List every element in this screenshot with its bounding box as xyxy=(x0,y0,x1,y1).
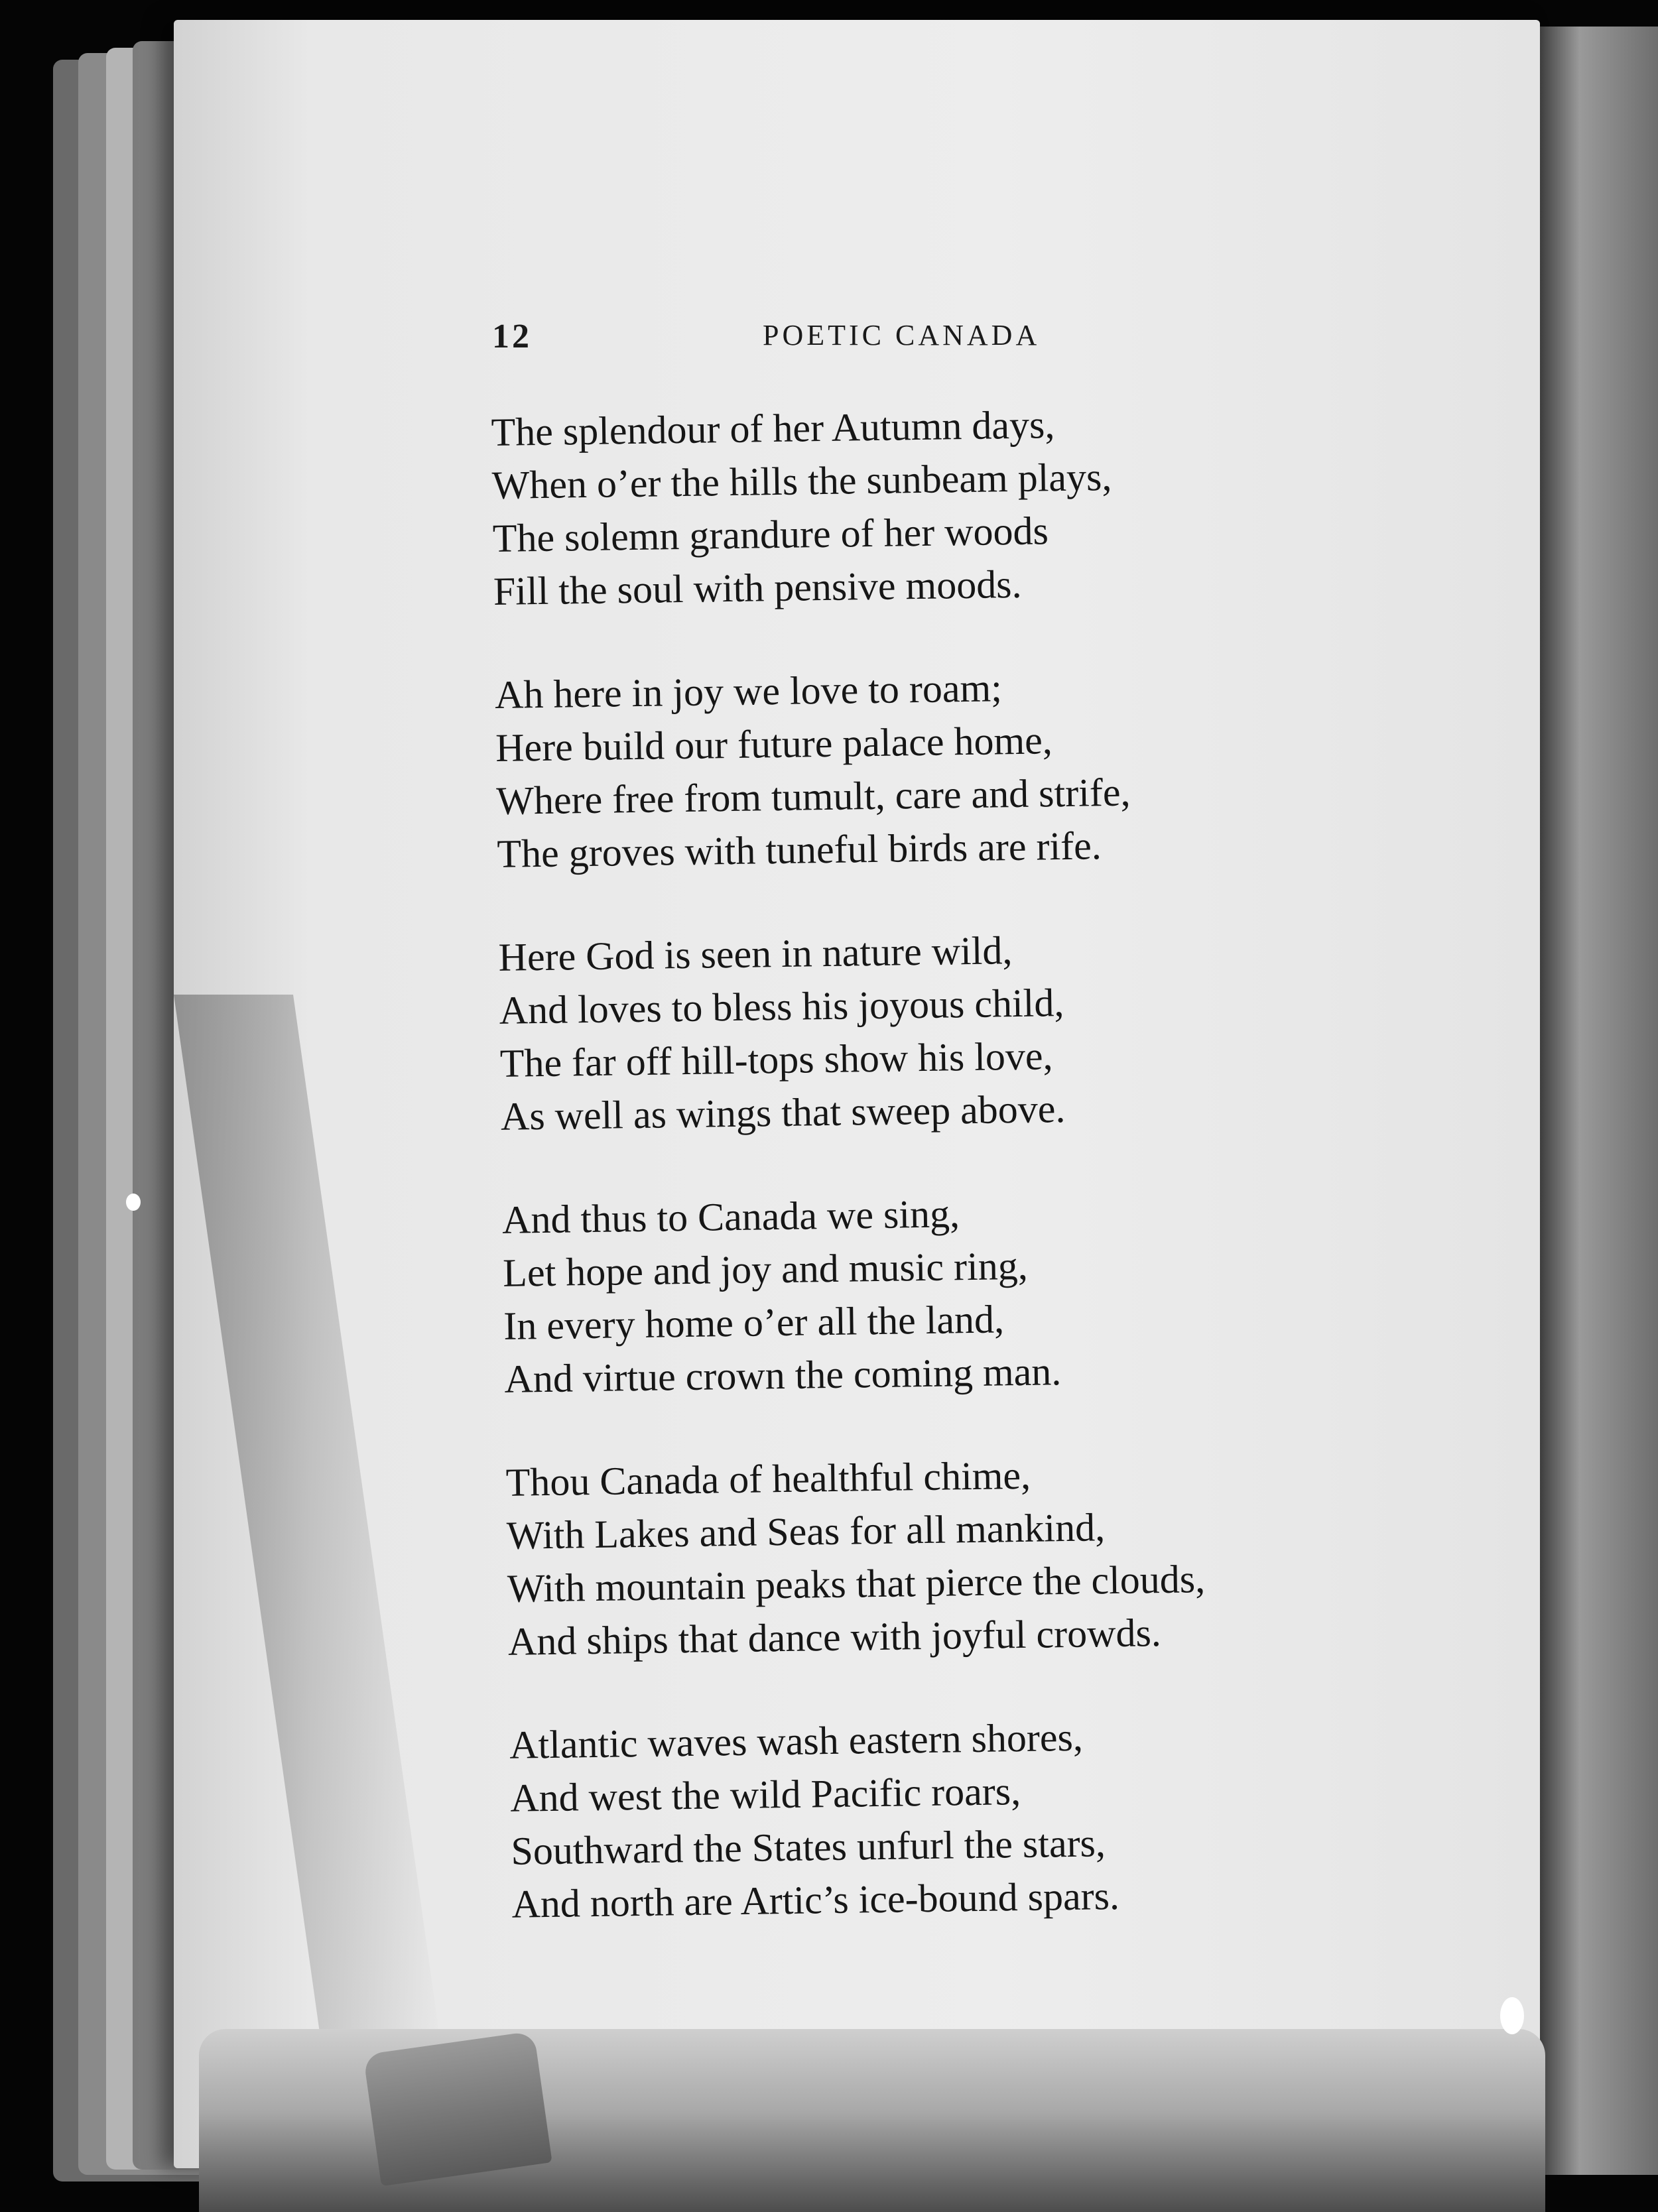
poem-line: Southward the States unfurl the stars, xyxy=(510,1821,1106,1873)
poem-line: Ah here in joy we love to roam; xyxy=(494,666,1003,717)
poem-line: And ships that dance with joyful crowds. xyxy=(507,1611,1162,1664)
poem-line: The far off hill-tops show his love, xyxy=(499,1034,1053,1085)
poem-line: With Lakes and Seas for all mankind, xyxy=(506,1505,1106,1558)
page-header xyxy=(492,317,1155,363)
dust-speck xyxy=(126,1194,141,1211)
poem-line: Let hope and joy and music ring, xyxy=(502,1243,1029,1295)
poem-line: And loves to bless his joyous child, xyxy=(499,981,1064,1032)
page-number: 12 xyxy=(492,318,532,355)
poem xyxy=(491,393,1414,1931)
poem-line: And north are Artic’s ice-bound spars. xyxy=(511,1873,1120,1926)
poem-line: The groves with tuneful birds are rife. xyxy=(496,824,1102,876)
poem-line: Atlantic waves wash eastern shores, xyxy=(509,1715,1084,1767)
poem-line: Where free from tumult, care and strife, xyxy=(495,770,1131,823)
poem-line: When o’er the hills the sunbeam plays, xyxy=(491,454,1112,507)
poem-line: The solemn grandure of her woods xyxy=(492,509,1049,560)
poem-line: And west the wild Pacific roars, xyxy=(509,1769,1021,1820)
poem-line: As well as wings that sweep above. xyxy=(500,1087,1066,1138)
stanza xyxy=(505,1444,1410,1668)
facing-page-edge xyxy=(1537,27,1658,2175)
stanza xyxy=(495,656,1399,881)
poem-line: Here build our future palace home, xyxy=(495,718,1053,770)
running-title: POETIC CANADA xyxy=(763,319,1041,351)
poem-line: Here God is seen in nature wild, xyxy=(498,928,1013,979)
stanza xyxy=(491,393,1395,618)
poem-line: With mountain peaks that pierce the clouds, xyxy=(507,1557,1206,1611)
poem-line: And virtue crown the coming man. xyxy=(504,1349,1062,1401)
poem-line: The splendour of her Autumn days, xyxy=(491,402,1055,454)
dust-speck xyxy=(1500,1997,1524,2034)
page-clip xyxy=(363,2031,552,2186)
poem-line: In every home o’er all the land, xyxy=(503,1297,1005,1348)
stanza xyxy=(498,918,1403,1143)
stanza xyxy=(502,1181,1407,1406)
stanza xyxy=(509,1706,1414,1931)
poem-line: Fill the soul with pensive moods. xyxy=(493,562,1022,613)
poem-line: Thou Canada of healthful chime, xyxy=(505,1453,1031,1505)
poem-line: And thus to Canada we sing, xyxy=(501,1192,960,1242)
